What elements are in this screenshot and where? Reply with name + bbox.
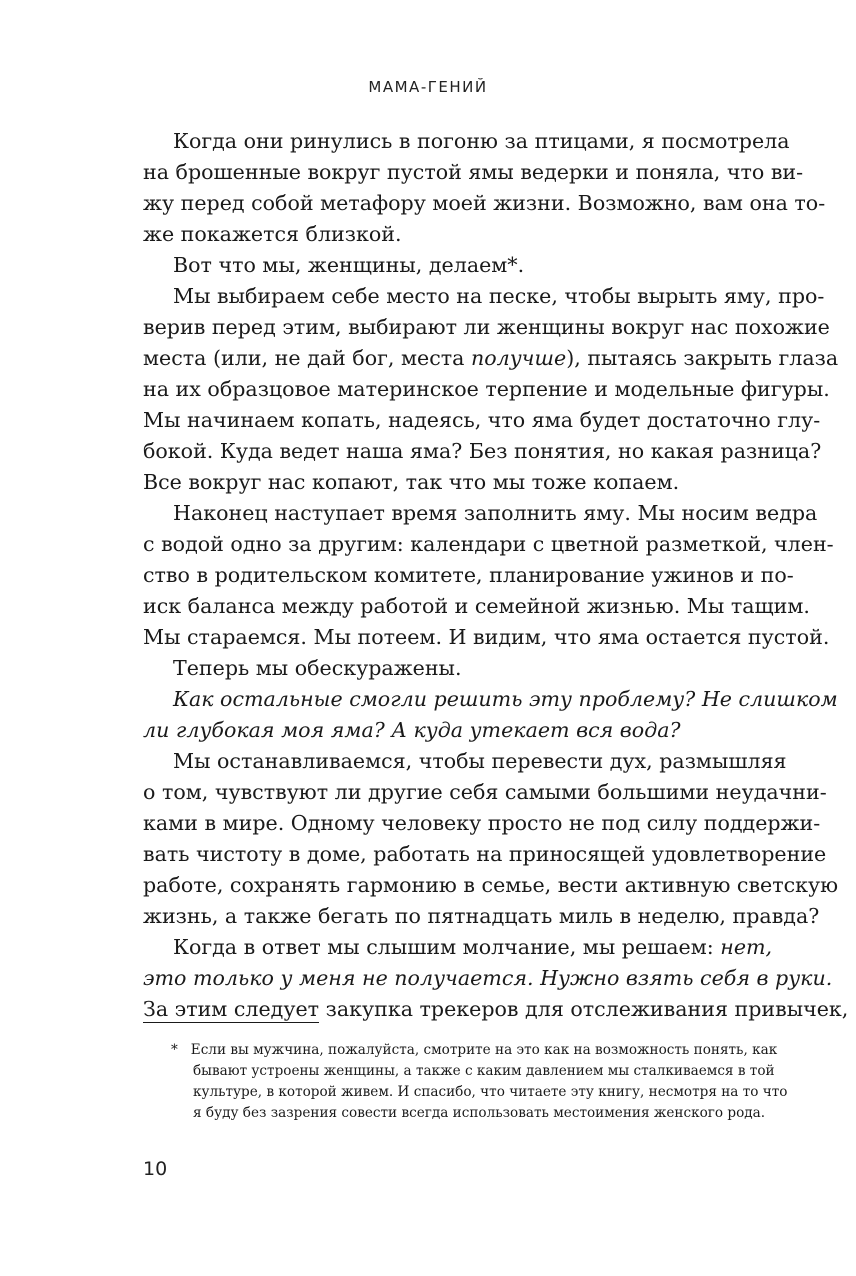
footnote-line: я буду без зазрения совести всегда использовать местоимения женского рода. xyxy=(193,1105,766,1121)
text-line: иск баланса между работой и семейной жизнью. Мы тащим. xyxy=(143,594,810,618)
italic-line: это только у меня не получается. Нужно взять себя в руки. xyxy=(143,966,833,990)
footnote-divider xyxy=(143,1022,319,1023)
text-line: Теперь мы обескуражены. xyxy=(173,656,462,680)
text-line: работе, сохранять гармонию в семье, вести активную светскую xyxy=(143,873,839,897)
text-line: о том, чувствуют ли другие себя самыми большими неудачни- xyxy=(143,780,827,804)
text-line: Вот что мы, женщины, делаем*. xyxy=(173,253,525,277)
footnote-marker: * xyxy=(171,1042,178,1058)
footnote-line xyxy=(143,1040,778,1061)
text-line: Когда они ринулись в погоню за птицами, я посмотрела xyxy=(173,129,790,153)
text-line: с водой одно за другим: календари с цветной разметкой, член- xyxy=(143,532,834,556)
running-header: МАМА-ГЕНИЙ xyxy=(368,78,488,96)
text-segment: ), пытаясь закрыть глаза xyxy=(566,346,839,370)
text-line: верив перед этим, выбирают ли женщины вокруг нас похожие xyxy=(143,315,830,339)
italic-line: Как остальные смогли решить эту проблему? Не слишком xyxy=(173,687,838,711)
text-line: Мы останавливаемся, чтобы перевести дух, размышляя xyxy=(173,749,787,773)
italic-word: нет, xyxy=(720,935,773,959)
italic-line: ли глубокая моя яма? А куда утекает вся вода? xyxy=(143,718,681,742)
text-line: За этим следует закупка трекеров для отслеживания привычек, xyxy=(143,997,849,1021)
text-segment: места (или, не дай бог, места xyxy=(143,346,471,370)
text-line: жу перед собой метафору моей жизни. Возможно, вам она то- xyxy=(143,191,826,215)
footnote-line: культуре, в которой живем. И спасибо, что читаете эту книгу, несмотря на то что xyxy=(193,1084,788,1100)
text-line: жизнь, а также бегать по пятнадцать миль в неделю, правда? xyxy=(143,904,820,928)
text-line xyxy=(143,932,773,963)
footnote-text: Если вы мужчина, пожалуйста, смотрите на это как на возможность понять, как xyxy=(190,1042,778,1058)
text-line: на брошенные вокруг пустой ямы ведерки и поняла, что ви- xyxy=(143,160,804,184)
text-line: Мы выбираем себе место на песке, чтобы вырыть яму, про- xyxy=(173,284,825,308)
main-text xyxy=(143,126,849,1025)
page-number: 10 xyxy=(143,1158,168,1180)
text-segment: Когда в ответ мы слышим молчание, мы решаем: xyxy=(173,935,721,959)
text-line: Все вокруг нас копают, так что мы тоже копаем. xyxy=(143,470,680,494)
footnote-line: бывают устроены женщины, а также с каким давлением мы сталкиваемся в той xyxy=(193,1063,775,1079)
text-line: Мы стараемся. Мы потеем. И видим, что яма остается пустой. xyxy=(143,625,830,649)
text-line: вать чистоту в доме, работать на приносящей удовлетворение xyxy=(143,842,827,866)
italic-word: получше xyxy=(470,346,567,370)
text-line: ство в родительском комитете, планирование ужинов и по- xyxy=(143,563,794,587)
text-line: Мы начинаем копать, надеясь, что яма будет достаточно глу- xyxy=(143,408,821,432)
text-line: Наконец наступает время заполнить яму. Мы носим ведра xyxy=(173,501,818,525)
text-line: ками в мире. Одному человеку просто не под силу поддержи- xyxy=(143,811,821,835)
footnote xyxy=(143,1040,788,1124)
text-line: на их образцовое материнское терпение и модельные фигуры. xyxy=(143,377,830,401)
text-line: же покажется близкой. xyxy=(143,222,402,246)
text-line xyxy=(143,343,839,374)
text-line: бокой. Куда ведет наша яма? Без понятия, но какая разница? xyxy=(143,439,822,463)
